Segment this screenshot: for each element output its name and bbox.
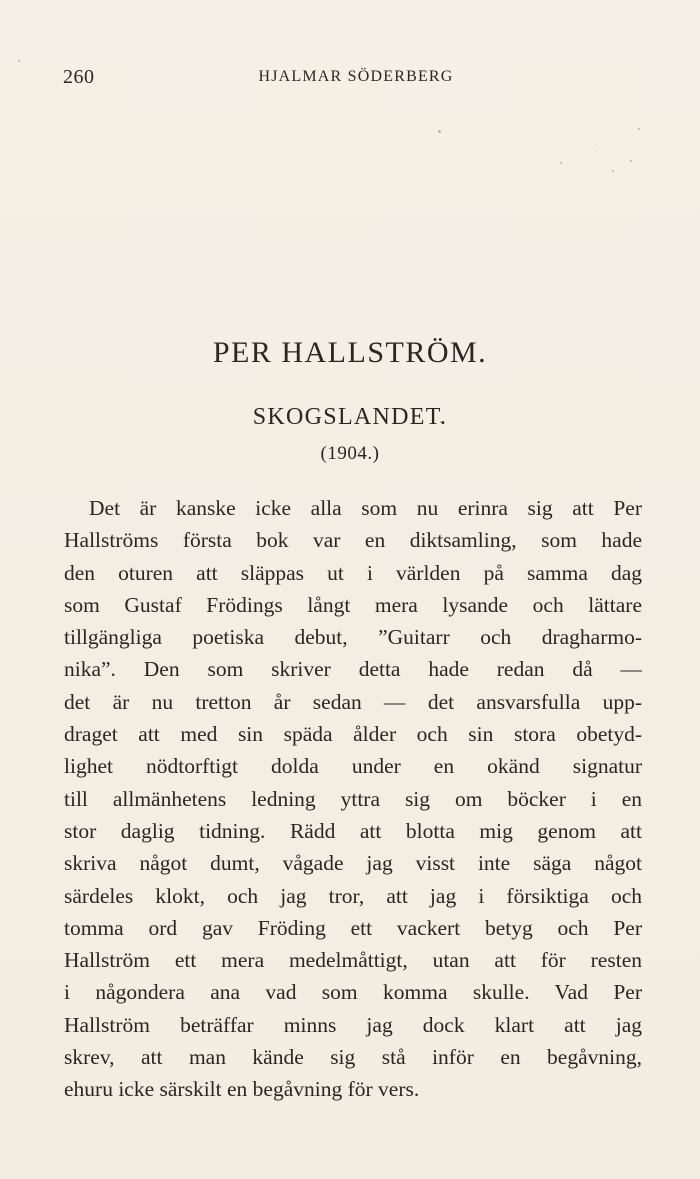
text-line: i någondera ana vad som komma skulle. Vad Per xyxy=(64,980,642,1005)
essay-title: SKOGSLANDET. xyxy=(252,404,448,430)
text-line: tillgängliga poetiska debut, ”Guitarr och dragharmo- xyxy=(64,625,642,650)
text-line: den oturen att släppas ut i världen på samma dag xyxy=(64,560,642,585)
text-line: draget att med sin späda ålder och sin stora obetyd- xyxy=(64,722,642,747)
text-line: ehuru icke särskilt en begåvning för vers. xyxy=(64,1077,420,1102)
author-heading: PER HALLSTRÖM. xyxy=(212,336,488,369)
essay-year: (1904.) xyxy=(320,443,380,464)
body-paragraph xyxy=(64,492,642,1106)
text-line: Det är kanske icke alla som nu erinra sig att Per xyxy=(89,496,642,520)
text-line: särdeles klokt, och jag tror, att jag i försiktiga och xyxy=(64,883,642,908)
page-number: 260 xyxy=(63,66,95,88)
text-line: skrev, att man kände sig stå inför en begåvning, xyxy=(64,1045,642,1070)
text-line: stor daglig tidning. Rädd att blotta mig genom att xyxy=(64,818,642,843)
text-line: tomma ord gav Fröding ett vackert betyg och Per xyxy=(64,915,642,940)
running-head xyxy=(63,66,641,92)
text-line: som Gustaf Frödings långt mera lysande och lättare xyxy=(64,592,642,617)
text-line: nika”. Den som skriver detta hade redan då — xyxy=(64,657,642,682)
text-line: Hallströms första bok var en diktsamling, som hade xyxy=(64,528,642,553)
text-line: lighet nödtorftigt dolda under en okänd signatur xyxy=(64,754,642,779)
text-line: till allmänhetens ledning yttra sig om böcker i en xyxy=(64,786,642,811)
text-line: skriva något dumt, vågade jag visst inte säga något xyxy=(64,851,642,876)
text-line: det är nu tretton år sedan — det ansvarsfulla upp- xyxy=(64,689,642,714)
text-line: Hallström ett mera medelmåttigt, utan att för resten xyxy=(64,948,642,973)
text-line: Hallström beträffar minns jag dock klart att jag xyxy=(64,1012,642,1037)
running-title: HJALMAR SÖDERBERG xyxy=(258,68,454,85)
